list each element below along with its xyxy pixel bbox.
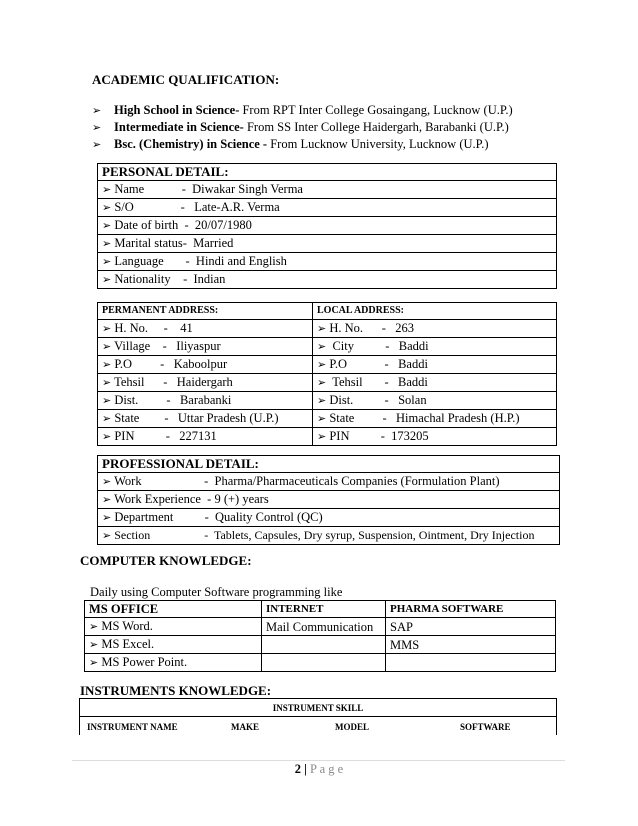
- qualification-item: [92, 103, 552, 119]
- table-cell: [386, 654, 556, 672]
- arrow-bullet-icon: ➢: [317, 430, 327, 443]
- instruments-heading: INSTRUMENTS KNOWLEDGE:: [80, 683, 272, 698]
- local-address-row: ➢ Dist. - Solan: [313, 392, 557, 410]
- local-address-row: ➢ PIN - 173205: [313, 428, 557, 446]
- column-header: INTERNET: [262, 601, 386, 618]
- permanent-address-row: ➢ P.O - Kaboolpur: [98, 356, 313, 374]
- computer-intro: Daily using Computer Software programming like: [90, 585, 343, 599]
- arrow-bullet-icon: ➢: [317, 358, 327, 371]
- qualification-title: Bsc. (Chemistry) in Science -: [114, 137, 268, 151]
- computer-heading: COMPUTER KNOWLEDGE:: [80, 553, 252, 568]
- professional-row: ➢ Work - Pharma/Pharmaceuticals Companies (Formulation Plant): [98, 473, 560, 491]
- arrow-bullet-icon: ➢: [102, 358, 112, 371]
- permanent-address-row: ➢ PIN - 227131: [98, 428, 313, 446]
- table-cell: MMS: [386, 636, 556, 654]
- page-footer: [0, 762, 638, 777]
- professional-detail-table: [97, 455, 560, 545]
- column-header: MS OFFICE: [85, 601, 262, 618]
- arrow-bullet-icon: ➢: [102, 475, 112, 488]
- permanent-address-row: ➢ Tehsil - Haidergarh: [98, 374, 313, 392]
- column-header: SOFTWARE: [460, 722, 511, 732]
- arrow-bullet-icon: ➢: [102, 237, 112, 250]
- professional-row: ➢ Section - Tablets, Capsules, Dry syrup, Suspension, Ointment, Dry Injection: [98, 527, 560, 545]
- arrow-bullet-icon: ➢: [102, 340, 112, 353]
- arrow-bullet-icon: ➢: [102, 322, 112, 335]
- local-address-row: ➢ Tehsil - Baddi: [313, 374, 557, 392]
- arrow-bullet-icon: ➢: [317, 340, 327, 353]
- arrow-bullet-icon: ➢: [102, 183, 112, 196]
- personal-row: ➢ Marital status- Married: [98, 235, 557, 253]
- arrow-bullet-icon: ➢: [317, 394, 327, 407]
- arrow-bullet-icon: ➢: [317, 322, 327, 335]
- table-cell: [262, 636, 386, 654]
- table-cell: Mail Communication: [262, 618, 386, 636]
- arrow-bullet-icon: ➢: [92, 138, 102, 151]
- page-number: 2: [294, 762, 301, 776]
- personal-row: ➢ S/O - Late-A.R. Verma: [98, 199, 557, 217]
- arrow-bullet-icon: ➢: [102, 219, 112, 232]
- permanent-address-row: ➢ H. No. - 41: [98, 320, 313, 338]
- table-cell: SAP: [386, 618, 556, 636]
- page-separator: |: [304, 762, 307, 776]
- address-table: [97, 302, 557, 446]
- footer-divider: [72, 760, 565, 761]
- arrow-bullet-icon: ➢: [102, 376, 112, 389]
- arrow-bullet-icon: ➢: [102, 273, 112, 286]
- qualification-item: [92, 137, 552, 153]
- column-header: INSTRUMENT NAME: [87, 722, 178, 732]
- table-cell: ➢ MS Word.: [85, 618, 262, 636]
- arrow-bullet-icon: ➢: [102, 511, 112, 524]
- qualification-detail: From Lucknow University, Lucknow (U.P.): [267, 137, 489, 151]
- local-address-row: ➢ City - Baddi: [313, 338, 557, 356]
- personal-heading: PERSONAL DETAIL:: [98, 164, 557, 181]
- arrow-bullet-icon: ➢: [92, 121, 102, 134]
- professional-row: ➢ Department - Quality Control (QC): [98, 509, 560, 527]
- professional-heading: PROFESSIONAL DETAIL:: [98, 456, 560, 473]
- table-cell: [262, 654, 386, 672]
- arrow-bullet-icon: ➢: [102, 412, 112, 425]
- personal-detail-table: [97, 163, 557, 289]
- instrument-skill-table: [79, 698, 557, 735]
- local-address-row: ➢ H. No. - 263: [313, 320, 557, 338]
- permanent-address-row: ➢ Dist. - Barabanki: [98, 392, 313, 410]
- qualification-title: Intermediate in Science-: [114, 120, 244, 134]
- column-header: MODEL: [335, 722, 370, 732]
- permanent-address-row: ➢ State - Uttar Pradesh (U.P.): [98, 410, 313, 428]
- arrow-bullet-icon: ➢: [102, 493, 112, 506]
- table-cell: ➢ MS Power Point.: [85, 654, 262, 672]
- personal-row: ➢ Language - Hindi and English: [98, 253, 557, 271]
- arrow-bullet-icon: ➢: [102, 430, 112, 443]
- personal-row: ➢ Nationality - Indian: [98, 271, 557, 289]
- arrow-bullet-icon: ➢: [102, 529, 112, 542]
- computer-knowledge-table: [84, 600, 556, 672]
- column-header: PHARMA SOFTWARE: [386, 601, 556, 618]
- qualification-detail: From RPT Inter College Gosaingang, Lucknow (U.P.): [239, 103, 513, 117]
- arrow-bullet-icon: ➢: [102, 394, 112, 407]
- arrow-bullet-icon: ➢: [317, 412, 327, 425]
- professional-row: ➢ Work Experience - 9 (+) years: [98, 491, 560, 509]
- column-header: MAKE: [231, 722, 259, 732]
- permanent-address-heading: PERMANENT ADDRESS:: [98, 303, 313, 320]
- arrow-bullet-icon: ➢: [102, 201, 112, 214]
- table-divider: [80, 716, 556, 717]
- arrow-bullet-icon: ➢: [89, 638, 99, 651]
- academic-heading: ACADEMIC QUALIFICATION:: [92, 72, 280, 87]
- arrow-bullet-icon: ➢: [89, 656, 99, 669]
- local-address-heading: LOCAL ADDRESS:: [313, 303, 557, 320]
- permanent-address-row: ➢ Village - Iliyaspur: [98, 338, 313, 356]
- arrow-bullet-icon: ➢: [317, 376, 327, 389]
- arrow-bullet-icon: ➢: [92, 104, 102, 117]
- local-address-row: ➢ State - Himachal Pradesh (H.P.): [313, 410, 557, 428]
- arrow-bullet-icon: ➢: [102, 255, 112, 268]
- personal-row: ➢ Date of birth - 20/07/1980: [98, 217, 557, 235]
- instrument-skill-title: INSTRUMENT SKILL: [272, 703, 364, 713]
- personal-row: ➢ Name - Diwakar Singh Verma: [98, 181, 557, 199]
- arrow-bullet-icon: ➢: [89, 620, 99, 633]
- table-cell: ➢ MS Excel.: [85, 636, 262, 654]
- qualification-item: [92, 120, 552, 136]
- qualification-title: High School in Science-: [114, 103, 240, 117]
- qualification-detail: From SS Inter College Haidergarh, Barabanki (U.P.): [243, 120, 509, 134]
- page-label: P a g e: [310, 762, 344, 776]
- local-address-row: ➢ P.O - Baddi: [313, 356, 557, 374]
